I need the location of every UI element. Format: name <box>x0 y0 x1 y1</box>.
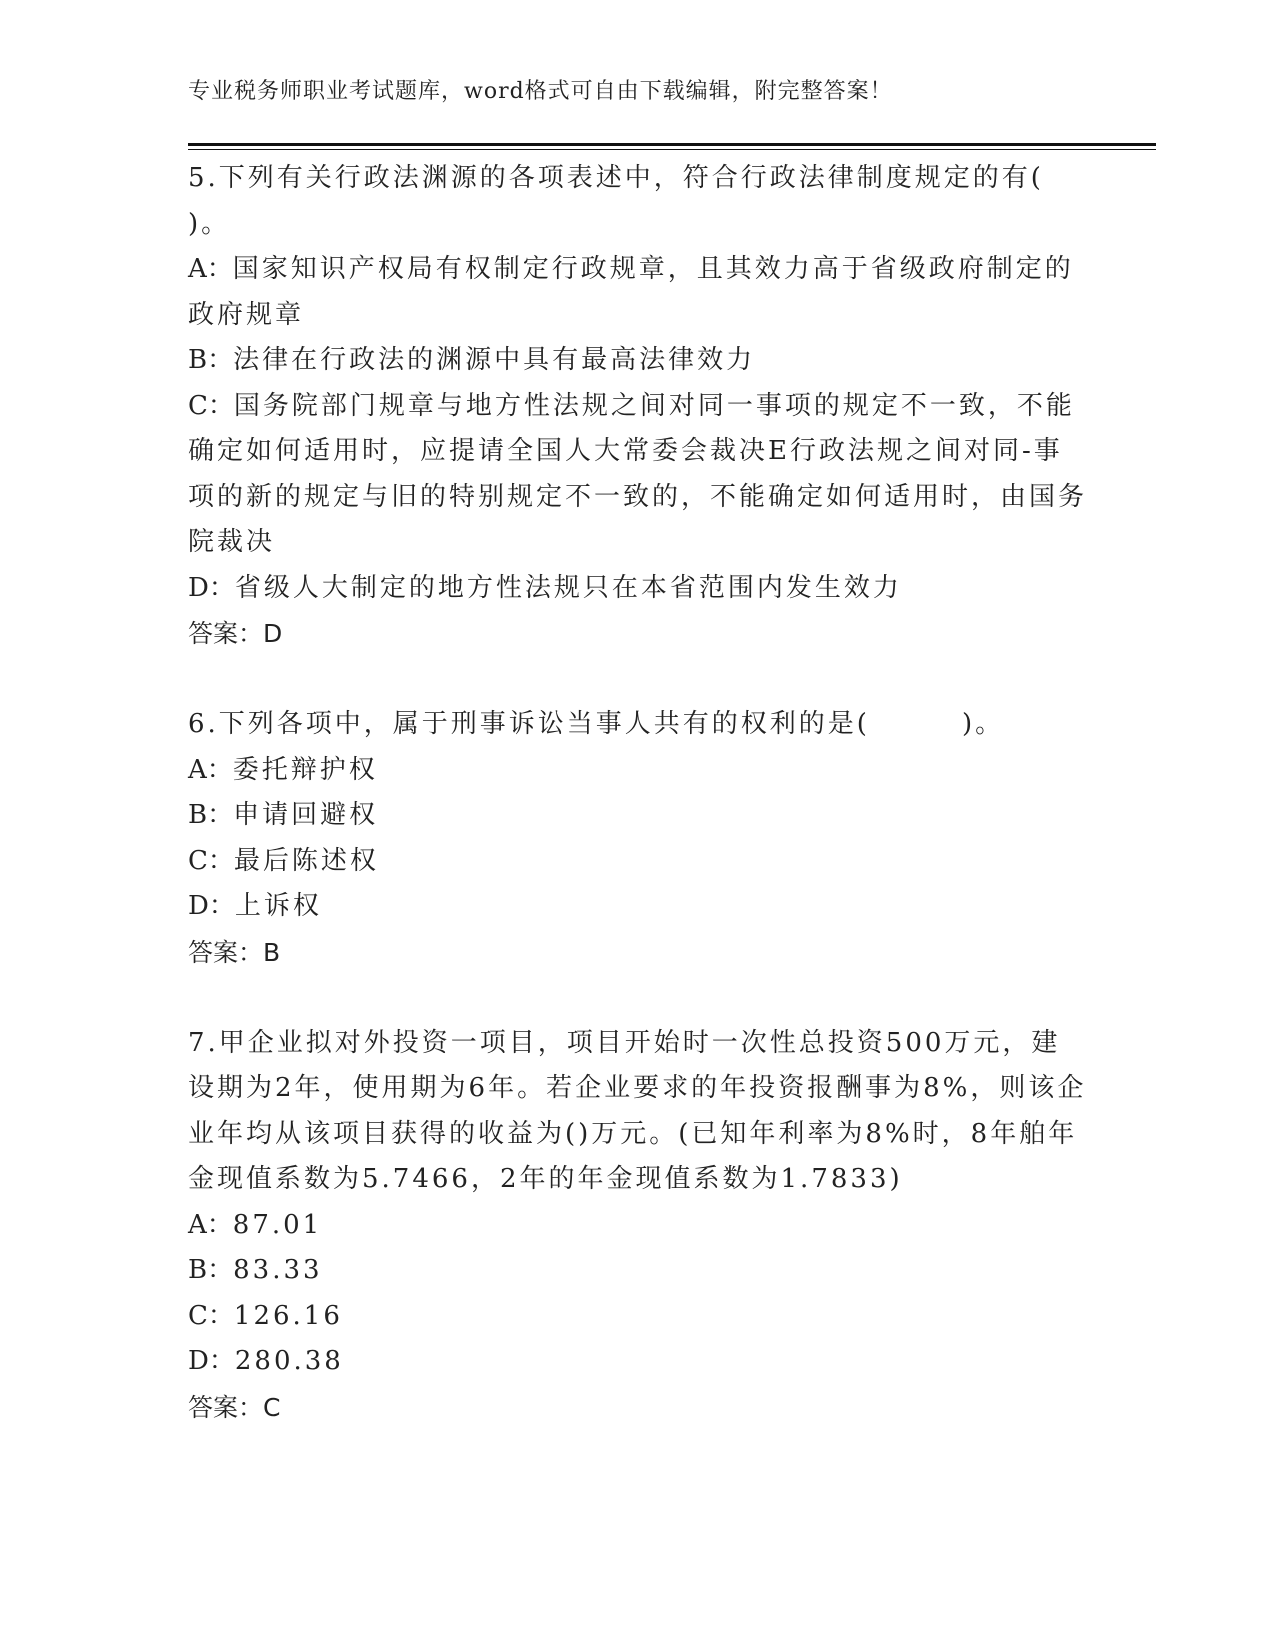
option-d <box>188 1339 1088 1385</box>
option-key: B： <box>188 1255 234 1285</box>
question-stem-after-blank: )。 <box>961 709 1005 739</box>
question-7 <box>188 1021 1088 1431</box>
option-key: A： <box>188 1209 233 1240</box>
option-d <box>188 566 1088 612</box>
option-key: A： <box>188 254 233 284</box>
option-text: 上诉权 <box>234 891 322 921</box>
option-text: 国务院部门规章与地方性法规之间对同一事项的规定不一致，不能确定如何适用时，应提请全国人大常委会裁决E行政法规之间对同-事项的新的规定与旧的特别规定不一致的，不能确定如何适用时，由国务院裁决 <box>188 390 1088 557</box>
option-text: 国家知识产权局有权制定行政规章，且其效力高于省级政府制定的政府规章 <box>188 254 1074 330</box>
header-rule-thick <box>188 143 1156 146</box>
option-text: 最后陈述权 <box>233 845 379 876</box>
question-stem: 7.甲企业拟对外投资一项目，项目开始时一次性总投资500万元，建设期为2年，使用期为6年。若企业要求的年投资报酬事为8%，则该企业年均从该项目获得的收益为()万元。(已知年利率为8%时，8年舶年金现值系数为5.7466，2年的年金现值系数为1.7833) <box>188 1027 1087 1194</box>
option-a <box>188 748 1088 794</box>
question-stem <box>188 702 1088 748</box>
option-key: C： <box>188 1300 234 1331</box>
option-b <box>188 1248 1088 1294</box>
option-text: 申请回避权 <box>233 800 379 830</box>
document-header: 专业税务师职业考试题库，word格式可自由下载编辑，附完整答案！ <box>188 79 893 104</box>
option-text: 法律在行政法的渊源中具有最高法律效力 <box>233 345 756 375</box>
question-5 <box>188 156 1088 657</box>
question-stem-before-blank: 6.下列各项中，属于刑事诉讼当事人共有的权利的是( <box>188 709 870 739</box>
option-text: 83.33 <box>233 1255 323 1285</box>
option-key: B： <box>188 800 234 830</box>
option-b <box>188 338 1088 384</box>
option-b <box>188 793 1088 839</box>
option-key: C： <box>188 845 234 876</box>
option-c <box>188 839 1088 885</box>
option-text: 126.16 <box>233 1300 343 1331</box>
answer-line: 答案：D <box>188 619 283 648</box>
question-gap <box>188 657 1088 703</box>
option-a <box>188 1203 1088 1249</box>
option-text: 87.01 <box>232 1209 323 1240</box>
question-stem: 5.下列有关行政法渊源的各项表述中，符合行政法律制度规定的有( )。 <box>188 163 1044 239</box>
header-rule-thin <box>188 149 1156 150</box>
question-6 <box>188 702 1088 975</box>
question-gap <box>188 975 1088 1021</box>
option-text: 280.38 <box>234 1346 344 1376</box>
answer-line: 答案：C <box>188 1392 281 1422</box>
option-key: D： <box>188 572 235 603</box>
option-text: 省级人大制定的地方性法规只在本省范围内发生效力 <box>234 572 902 603</box>
option-key: C： <box>188 390 234 421</box>
option-key: A： <box>188 754 233 785</box>
option-d <box>188 884 1088 930</box>
option-key: B： <box>188 345 234 375</box>
answer-line: 答案：B <box>188 937 281 967</box>
option-text: 委托辩护权 <box>232 754 378 785</box>
question-list <box>188 156 1088 1430</box>
option-a <box>188 247 1088 338</box>
option-key: D： <box>188 1346 235 1376</box>
option-c <box>188 384 1088 566</box>
option-c <box>188 1294 1088 1340</box>
option-key: D： <box>188 891 235 921</box>
